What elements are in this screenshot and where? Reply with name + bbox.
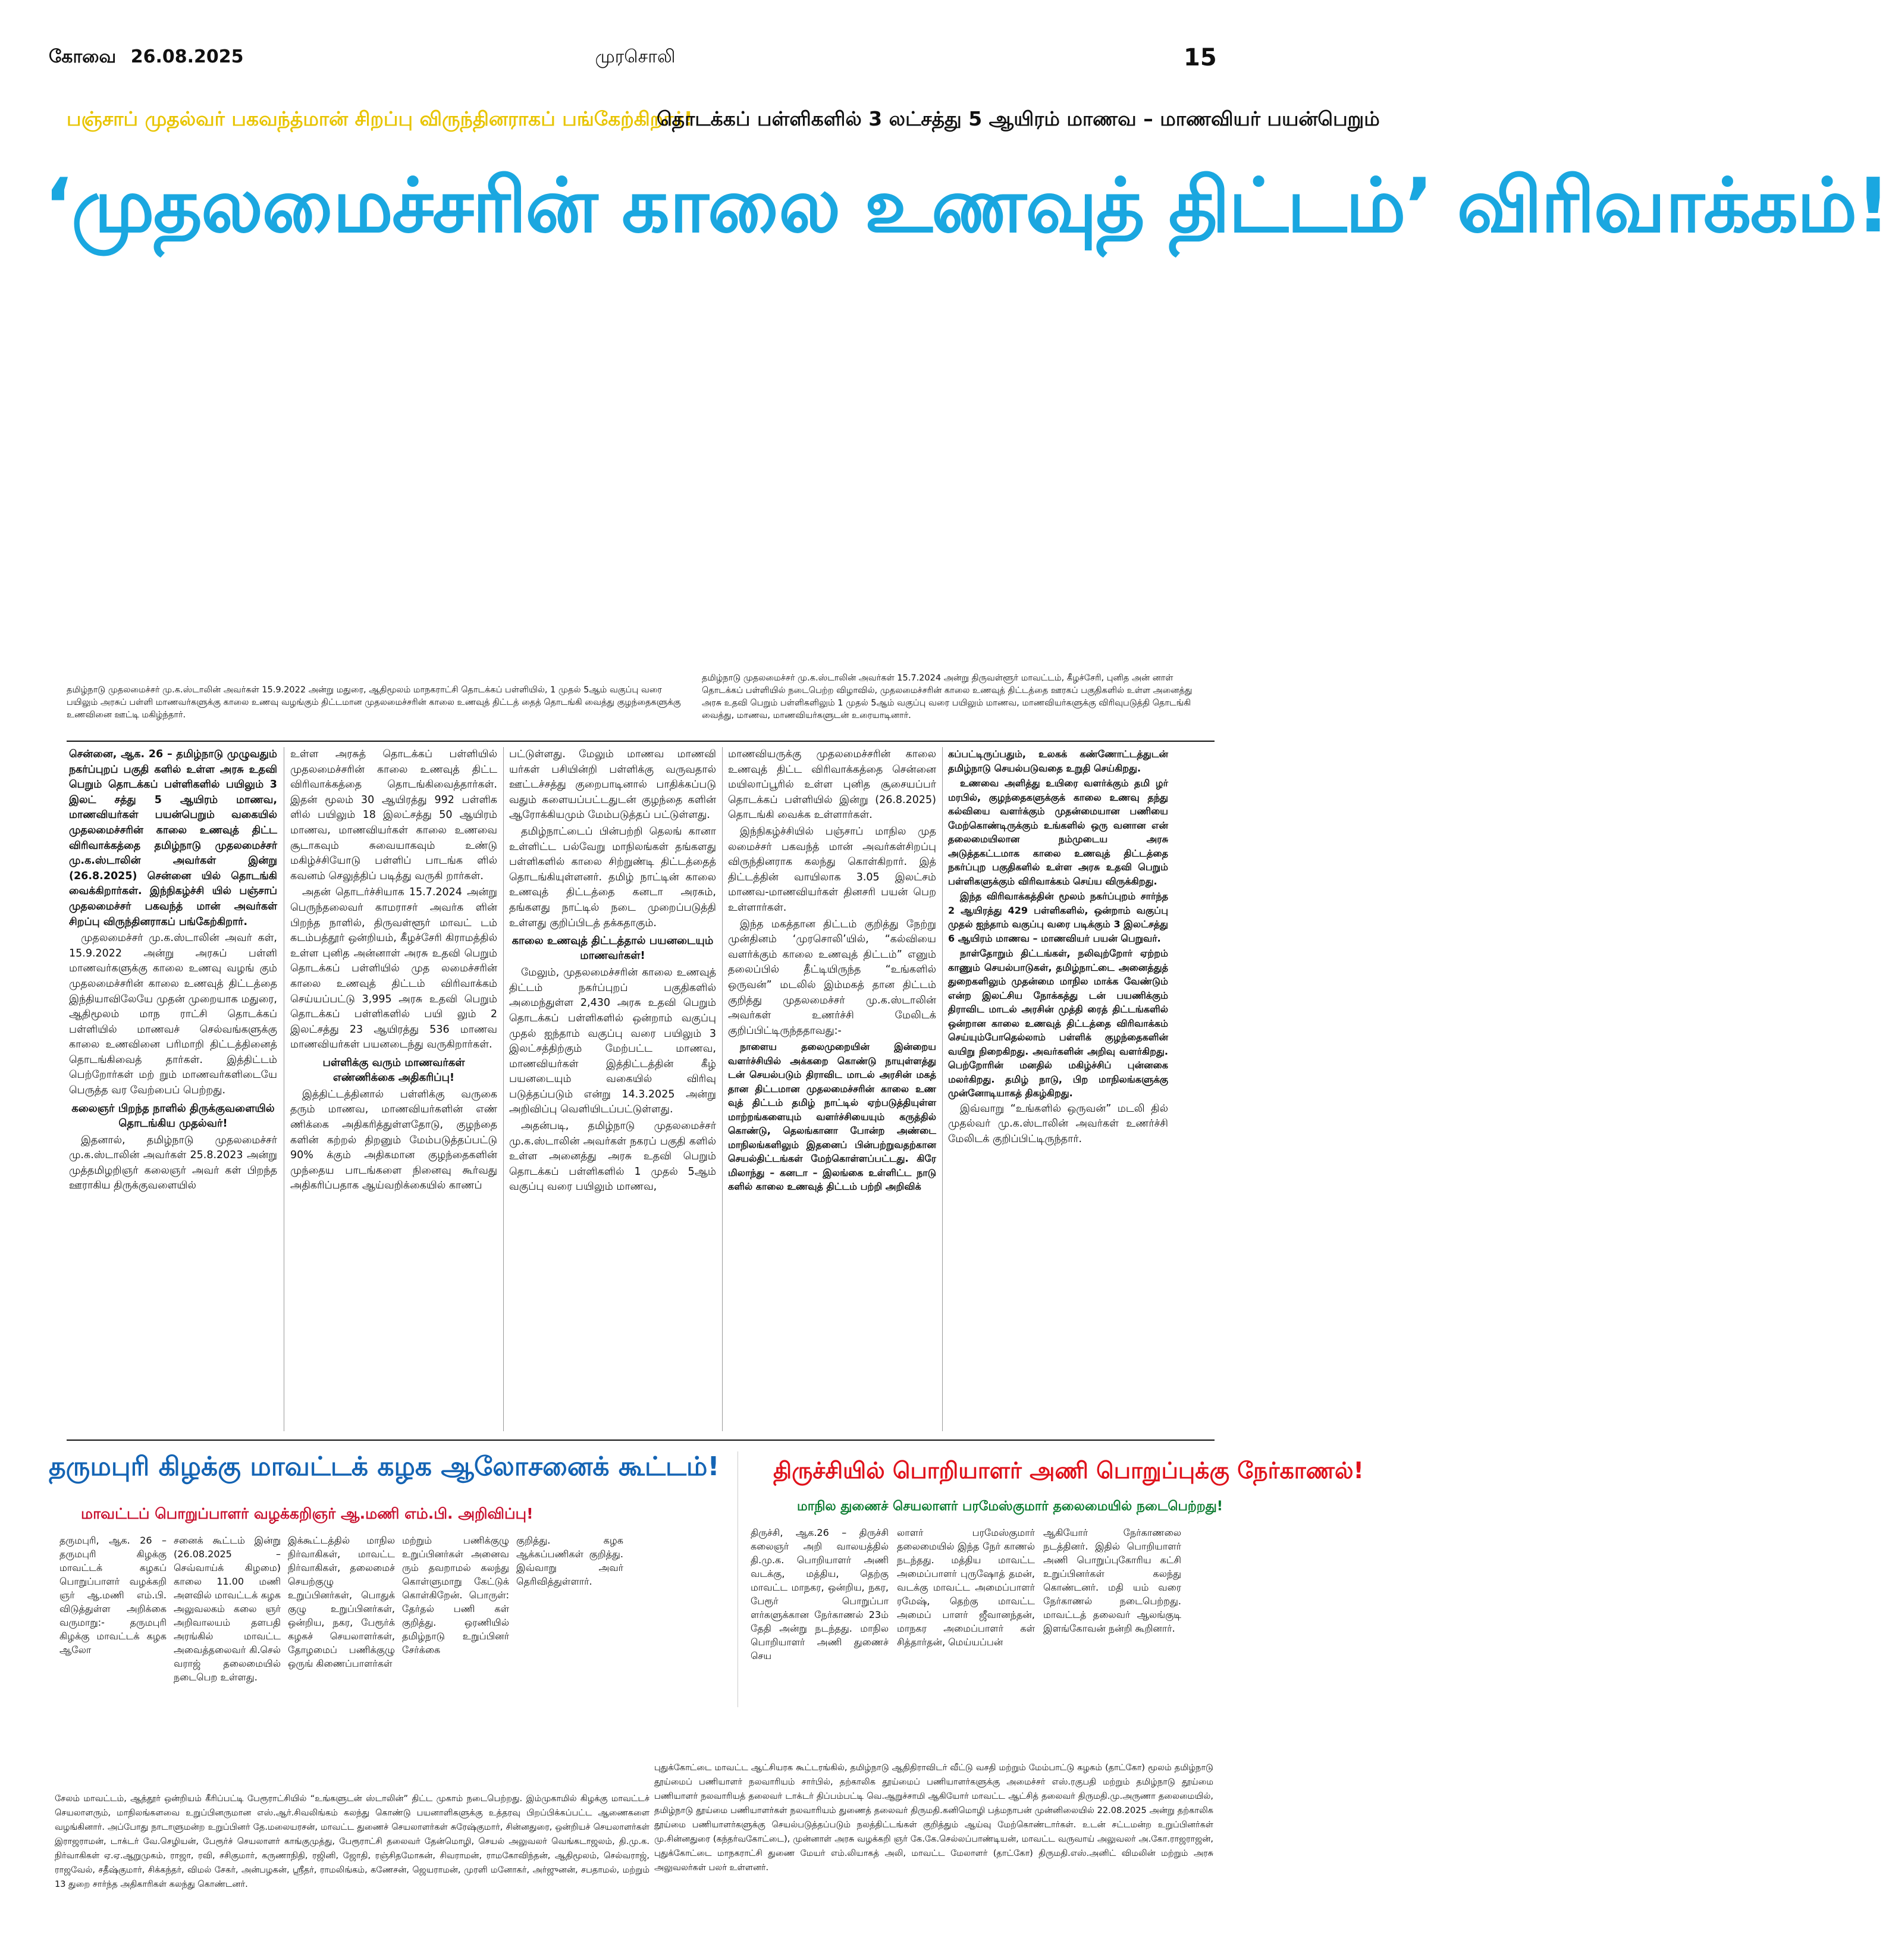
para-5-1: கப்பட்டிருப்பதும், உலகக் கண்ணோட்டத்துடன் தமிழ்நாடு செயல்படுவதை உறுதி செய்கிறது. xyxy=(948,748,1168,774)
article-column-1 xyxy=(69,747,277,1431)
column-divider xyxy=(942,747,943,1431)
para-5-3: இந்த விரிவாக்கத்தின் மூலம் நகர்ப்புறம் சார்ந்த 2 ஆயிரத்து 429 பள்ளிகளில், ஒன்றாம் வகுப்பு முதல் ஐந்தாம் வகுப்பு வரை படிக்கும் 3 இலட்சத்து 6 ஆயிரம் மாணவ – மாணவியர் பயன் பெறுவர். xyxy=(948,890,1168,944)
trichy-subhead: மாநில துணைச் செயலாளர் பரமேஸ்குமார் தலைமையில் நடைபெற்றது! xyxy=(797,1499,1223,1514)
footer-caption-right: புதுக்கோட்டை மாவட்ட ஆட்சியரக கூட்டரங்கில், தமிழ்நாடு ஆதிதிராவிடர் வீட்டு வசதி மற்றும் மேம்பாட்டு கழகம் (தாட்கோ) மூலம் தமிழ்நாடு தூய்மைப் பணியாளர் நலவாரியம் சார்பில், தற்காலிக தூய்மைப் பணியாளர்களுக்கு அமைச்சர் எஸ்.ரகுபதி மற்றும் தமிழ்நாடு தூய்மை பணியாளர் நலவாரியத் தலைவர் டாக்டர் திப்பம்பட்டி வெ.ஆறுச்சாமி ஆகியோர் மாவட்ட ஆட்சித் தலைவர் திருமதி.மு.அருணா தலைமையில், தமிழ்நாடு தூய்மை பணியாளர்கள் நலவாரியம் துணைத் தலைவர் திருமதி.கனிமொழி பத்மநாபன் முன்னிலையில் 22.08.2025 அன்று தற்காலிக தூய்மை பணியாளர்களுக்கு செயல்படுத்தப்படும் நலத்திட்டங்கள் குறித்தும் ஆய்வு மேற்கொண்டார்கள். உடன் சட்டமன்ற உறுப்பினர்கள் மு.சின்னதுரை (கந்தர்வகோட்டை), முன்னாள் அரசு வழக்கறி ஞர் கே.கே.செல்லப்பாண்டியன், மாவட்ட வருவாய் அலுவலர் அ.கோ.ராஜராஜன், புதுக்கோட்டை மாநகராட்சி துணை மேயர் எம்.லியாகத் அலி, மாவட்ட மேலாளர் (தாட்கோ) திருமதி.எஸ்.அனிட் விமலின் மற்றும் அரசு அலுவலர்கள் பலர் உள்ளனர். xyxy=(654,1763,1213,1873)
para-2-1: உள்ள அரசுத் தொடக்கப் பள்ளியில் முதலமைச்சரின் காலை உணவுத் திட்ட விரிவாக்கத்தை தொடங்கிவைத்தார்கள். இதன் மூலம் 30 ஆயிரத்து 992 பள்ளிக ளில் பயிலும் 18 இலட்சத்து 50 ஆயிரம் மாணவ, மாணவியர்கள் காலை உணவை சூடாகவும் சுவையாகவும் உண்டு மகிழ்ச்சியோடு பள்ளிப் பாடங்க ளில் கவனம் செலுத்திப் படித்து வருகி றார்கள். xyxy=(290,748,497,882)
caption-left: தமிழ்நாடு முதலமைச்சர் மு.க.ஸ்டாலின் அவர்கள் 15.9.2022 அன்று மதுரை, ஆதிமூலம் மாநகராட்சி தொடக்கப் பள்ளியில், 1 முதல் 5ஆம் வகுப்பு வரை பயிலும் அரசுப் பள்ளி மாணவர்களுக்கு காலை உணவு வழங்கும் திட்டமான முதலமைச்சரின் காலை உணவுத் திட்டத் தைத் தொடங்கி வைத்து குழந்தைகளுக்கு உணவினை ஊட்டி மகிழ்ந்தார். xyxy=(67,685,681,720)
dharmapuri-headline: தருமபுரி கிழக்கு மாவட்டக் கழக ஆலோசனைக் கூட்டம்! xyxy=(49,1451,720,1482)
kicker-guest: பஞ்சாப் முதல்வர் பகவந்த்மான் சிறப்பு விருந்தினராகப் பங்கேற்கிறார்! xyxy=(67,107,693,130)
dharmapuri-col-4: மற்றும் பணிக்குழு உறுப்பினர்கள் அனைவ ரும் தவறாமல் கலந்து கொள்ளுமாறு கேட்டுக் கொள்கிறேன். பொருள்: தேர்தல் பணி கள் குறித்து. ஒரணியில் தமிழ்நாடு உறுப்பினர் சேர்க்கை xyxy=(402,1535,509,1655)
edition-city: கோவை xyxy=(49,46,117,67)
caption-right: தமிழ்நாடு முதலமைச்சர் மு.க.ஸ்டாலின் அவர்கள் 15.7.2024 அன்று திருவள்ளூர் மாவட்டம், கீழச்சேரி, புனித அன் னாள் தொடக்கப் பள்ளியில் நடைபெற்ற விழாவில், முதலமைச்சரின் காலை உணவுத் திட்டத்தை ஊரகப் பகுதிகளில் உள்ள அனைத்து அரசு உதவி பெறும் பள்ளிகளிலும் 1 முதல் 5ஆம் வகுப்பு வரை பயிலும் மாணவ, மாணவியர்களுக்கு விரிவுபடுத்தி தொடங்கி வைத்து, மாணவ, மாணவியர்களுடன் உரையாடினார். xyxy=(702,673,1193,720)
trichy-headline: திருச்சியில் பொறியாளர் அணி பொறுப்புக்கு நேர்காணல்! xyxy=(773,1457,1364,1484)
para-3-1: பட்டுள்ளது. மேலும் மாணவ மாணவி யர்கள் பசியின்றி பள்ளிக்கு வருவதால் ஊட்டச்சத்து குறைபாடினால் பாதிக்கப்படு வதும் களையப்பட்டதுடன் குழந்தை களின் ஆரோக்கியமும் மேம்படுத்தப் பட்டுள்ளது. xyxy=(509,748,716,821)
para-5-4: நாள்தோறும் திட்டங்கள், நலிவுற்றோர் ஏற்றம் காணும் செயல்பாடுகள், தமிழ்நாட்டை அனைத்துத் துறைகளிலும் முதன்மை மாநில மாக்க வேண்டும் என்ற இலட்சிய நோக்கத்து டன் பயணிக்கும் திராவிட மாடல் அரசின் முத்தி ரைத் திட்டங்களில் ஒன்றான காலை உணவுத் திட்டத்தை விரிவாக்கம் செய்யும்போதெல்லாம் பள்ளிக் குழந்தைகளின் வயிறு நிறைகிறது. அவர்களின் அறிவு வளர்கிறது. பெற்றோரின் மனதில் மகிழ்ச்சிப் புன்னகை மலர்கிறது. தமிழ் நாடு, பிற மாநிலங்களுக்கு முன்னோடியாகத் திகழ்கிறது. xyxy=(948,948,1168,1099)
para-5-2: உணவை அளித்து உயிரை வளர்க்கும் தமி ழர் மரபில், குழந்தைகளுக்குக் காலை உணவு தந்து கல்வியை வளர்க்கும் முதன்மையான பணியை மேற்கொண்டிருக்கும் உங்களில் ஒரு வனான என் தலைமையிலான நம்முடைய அரசு அடுத்தகட்டமாக காலை உணவுத் திட்டத்தை நகர்ப்புற பகுதிகளில் உள்ள அரசு உதவி பெறும் பள்ளிகளுக்கும் விரிவாக்கம் செய்ய விருக்கிறது. xyxy=(948,777,1168,887)
para-3-4: அதன்படி, தமிழ்நாடு முதலமைச்சர் மு.க.ஸ்டாலின் அவர்கள் நகரப் பகுதி களில் உள்ள அனைத்து அரசு உதவி பெறும் தொடக்கப் பள்ளிகளில் 1 முதல் 5ஆம் வகுப்பு வரை பயிலும் மாணவ, xyxy=(509,1120,716,1193)
edition-date: 26.08.2025 xyxy=(130,46,244,67)
kicker-beneficiaries: தொடக்கப் பள்ளிகளில் 3 லட்சத்து 5 ஆயிரம் மாணவ – மாணவியர் பயன்பெறும் xyxy=(657,107,1380,130)
main-headline: ‘முதலமைச்சரின் காலை உணவுத் திட்டம்’ விரிவாக்கம்! xyxy=(44,162,1889,249)
para-1-2: முதலமைச்சர் மு.க.ஸ்டாலின் அவர் கள், 15.9.2022 அன்று அரசுப் பள்ளி மாணவர்களுக்கு காலை உணவு வழங் கும் முதலமைச்சரின் காலை உணவுத் திட்டத்தை இந்தியாவிலேயே முதன் முறையாக மதுரை, ஆதிமூலம் மாந ராட்சி தொடக்கப் பள்ளியில் மாணவச் செல்வங்களுக்கு காலை உணவினை பரிமாறி திட்டத்தினைத் தொடங்கிவைத் தார்கள். இத்திட்டம் பெற்றோர்கள் மற் றும் மாணவர்களிடையே பெருத்த வர வேற்பைப் பெற்றது. xyxy=(69,932,277,1097)
caption-rule xyxy=(67,741,1215,742)
page-number: 15 xyxy=(1184,44,1217,71)
para-2-2: அதன் தொடர்ச்சியாக 15.7.2024 அன்று பெருந்தலைவர் காமராசர் அவர்க ளின் பிறந்த நாளில், திருவள்ளூர் மாவட் டம் கடம்பத்தூர் ஒன்றியம், கீழச்சேரி கிராமத்தில் உள்ள புனித அன்னாள் அரசு உதவி பெறும் தொடக்கப் பள்ளியில் முத லமைச்சரின் காலை உணவுத் திட்டம் விரிவாக்கம் செய்யப்பட்டு 3,995 அரசு உதவி பெறும் தொடக்கப் பள்ளிகளில் பயி லும் 2 இலட்சத்து 23 ஆயிரத்து 536 மாணவ மாணவியர்கள் பயனடைந்து வருகிறார்கள். xyxy=(290,886,497,1051)
photo-kilachery-expansion xyxy=(696,274,1213,666)
subhead-attendance: பள்ளிக்கு வரும் மாணவர்கள் எண்ணிக்கை அதிகரிப்பு! xyxy=(322,1056,465,1084)
dharmapuri-col-1: தருமபுரி, ஆக. 26 – தருமபுரி கிழக்கு மாவட்டக் கழகப் பொறுப்பாளர் வழக்கறி ஞர் ஆ.மணி எம்.பி. விடுத்துள்ள அறிக்கை வருமாறு:- தருமபுரி கிழக்கு மாவட்டக் கழக ஆலோ xyxy=(59,1535,167,1655)
para-5-5: இவ்வாறு “உங்களில் ஒருவன்” மடலி தில் முதல்வர் மு.க.ஸ்டாலின் அவர்கள் உணர்ச்சி மேலிடக் குறிப்பிட்டிருந்தார். xyxy=(948,1102,1168,1145)
para-4-3: இந்த மகத்தான திட்டம் குறித்து நேற்று முன்தினம் ‘முரசொலி’யில், “கல்வியை வளர்க்கும் காலை உணவுத் திட்டம்” எனும் தலைப்பில் தீட்டியிருந்த “உங்களில் ஒருவன்” மடலில் இம்மகத் தான திட்டம் குறித்து முதலமைச்சர் மு.க.ஸ்டாலின் அவர்கள் உணர்ச்சி மேலிடக் குறிப்பிட்டிருந்ததாவது:- xyxy=(728,918,936,1037)
article-column-4 xyxy=(728,747,936,1431)
trichy-col-3: ஆகியோர் நேர்காணலை நடத்தினர். இதில் பொறியாளர் அணி பொறுப்புகோரிய கட்சி உறுப்பினர்கள் கலந்து கொண்டனர். மதி யம் வரை நேர்காணல் நடைபெற்றது. மாவட்டத் தலைவர் ஆலங்குடி இளங்கோவன் நன்றி கூறினார். xyxy=(1043,1527,1181,1634)
para-1-3: இதனால், தமிழ்நாடு முதலமைச்சர் மு.க.ஸ்டாலின் அவர்கள் 25.8.2023 அன்று முத்தமிழறிஞர் கலைஞர் அவர் கள் பிறந்த ஊராகிய திருக்குவளையில் xyxy=(69,1134,277,1192)
subhead-thirukkuvalai: கலைஞர் பிறந்த நாளில் திருக்குவளையில் தொடங்கிய முதல்வர்! xyxy=(71,1102,275,1130)
article-column-5 xyxy=(948,747,1168,1431)
article-column-2 xyxy=(290,747,497,1431)
para-3-2: தமிழ்நாட்டைப் பின்பற்றி தெலங் கானா உள்ளிட்ட பல்வேறு மாநிலங்கள் தங்களது பள்ளிகளில் காலை சிற்றுண்டி திட்டத்தைத் தொடங்கியுள்ளனர். தமிழ் நாட்டின் காலை உணவுத் திட்டத்தை கனடா அரசும், தங்களது நாட்டில் நடை முறைப்படுத்தி உள்ளது குறிப்பிடத் தக்கதாகும். xyxy=(509,825,716,929)
column-divider xyxy=(503,747,504,1431)
subhead-beneficiaries: காலை உணவுத் திட்டத்தால் பயனடையும் மாணவர்கள்! xyxy=(512,934,714,962)
dharmapuri-col-5: குறித்து. கழக ஆக்கப்பணிகள் குறித்து. இவ்வாறு அவர் தெரிவித்துள்ளார். xyxy=(516,1535,623,1587)
trichy-col-1: திருச்சி, ஆக.26 – திருச்சி கலைஞர் அறி வாலயத்தில் தி.மு.க. பொறியாளர் அணி வடக்கு, மத்திய, தெற்கு மாவட்ட மாநகர, ஒன்றிய, நகர, பேரூர் பொறுப்பா ளர்களுக்கான நேர்காணல் 23ம் தேதி அன்று நடந்தது. மாநில பொறியாளர் அணி துணைச் செய xyxy=(751,1527,889,1661)
paper-name: முரசொலி xyxy=(595,46,676,67)
article-column-3 xyxy=(509,747,716,1431)
dharmapuri-col-3: இக்கூட்டத்தில் மாநில நிர்வாகிகள், மாவட்ட நிர்வாகிகள், தலைமைச் செயற்குழு உறுப்பினர்கள், பொதுக் குழு உறுப்பினர்கள், ஒன்றிய, நகர, பேரூர்க் கழகச் செயலாளர்கள், தோழமைப் பணிக்குழு ஒருங் கிணைப்பாளர்கள் xyxy=(288,1535,395,1669)
para-3-3: மேலும், முதலமைச்சரின் காலை உணவுத் திட்டம் நகர்ப்புறப் பகுதிகளில் அமைந்துள்ள 2,430 அரசு உதவி பெறும் தொடக்கப் பள்ளிகளில் ஒன்றாம் வகுப்பு முதல் ஐந்தாம் வகுப்பு வரை பயிலும் 3 இலட்சத்திற்கும் மேற்பட்ட மாணவ, மாணவியர்கள் இத்திட்டத்தின் கீழ் பயனடையும் வகையில் விரிவு படுத்தப்படும் என்று 14.3.2025 அன்று அறிவிப்பு வெளியிடப்பட்டுள்ளது. xyxy=(509,967,716,1116)
footer-caption-left: சேலம் மாவட்டம், ஆத்தூர் ஒன்றியம் கீரிப்பட்டி பேரூராட்சியில் “உங்களுடன் ஸ்டாலின்” திட்ட முகாம் நடைபெற்றது. இம்முகாமில் கிழக்கு மாவட்டச் செயலாளரும், மாநிலங்களவை உறுப்பினருமான எஸ்.ஆர்.சிவலிங்கம் கலந்து கொண்டு பயனாளிகளுக்கு உத்தரவு பிறப்பிக்கப்பட்ட ஆணைகளை வழங்கினார். அப்போது நாடாளுமன்ற உறுப்பினர் தே.மலையரசன், மாவட்ட துணைச் செயலாளர்கள் சுரேஷ்குமார், சின்னதுரை, ஒன்றியச் செயலாளர்கள் இராஜராமன், டாக்டர் வே.செழியன், பேரூர்ச் செயலாளர் காங்குமுத்து, பேரூராட்சி தலைவர் தேன்மொழி, செயல் அலுவலர் வெங்கடாஜலம், தி.மு.க. நிர்வாகிகள் ஏ.ஏ.ஆறுமுகம், ராஜா, ரவி, சசிகுமார், கருணாநிதி, ரஜினி, ஜோதி, ரஞ்சிதமோகன், சிவராமன், ராமகோவிந்தன், ஆதிமூலம், செல்வராஜ், ராஜவேல், சதீஷ்குமார், சிக்கந்தர், விமல் சேகர், அன்பழகன், ஸ்ரீதர், ராமலிங்கம், கணேசன், ஜெயராமன், முரளி மனோகர், அர்ஜுனன், சபதாமல், மற்றும் 13 துறை சார்ந்த அதிகாரிகள் கலந்து கொண்டனர். xyxy=(55,1794,649,1889)
para-4-4: நாளைய தலைமுறையின் இன்றைய வளர்ச்சியில் அக்கறை கொண்டு நாயுள்ளத்து டன் செயல்படும் திராவிட மாடல் அரசின் மகத் தான திட்டமான முதலமைச்சரின் காலை உண வுத் திட்டம் தமிழ் நாட்டில் ஏற்படுத்தியுள்ள மாற்றங்களையும் வளர்ச்சியையும் கருத்தில் கொண்டு, தெலங்கானா போன்ற அண்டை மாநிலங்களிலும் இதனைப் பின்பற்றுவதற்கான செயல்திட்டங்கள் மேற்கொள்ளப்பட்டது. கிரே மிலாந்து – கனடா – இலங்கை உள்ளிட்ட நாடு களில் காலை உணவுத் திட்டம் பற்றி அறிவிக் xyxy=(728,1041,936,1193)
para-4-2: இந்நிகழ்ச்சியில் பஞ்சாப் மாநில முத லமைச்சர் பகவந்த் மான் அவர்கள்சிறப்பு விருந்தினராக கலந்து கொள்கிறார். இத் திட்டத்தின் வாயிலாக 3.05 இலட்சம் மாணவ-மாணவியர்கள் தினசரி பயன் பெற உள்ளார்கள். xyxy=(728,825,936,914)
para-2-3: இத்திட்டத்தினால் பள்ளிக்கு வருகை தரும் மாணவ, மாணவியர்களின் எண் ணிக்கை அதிகரித்துள்ளதோடு, குழந்தை களின் கற்றல் திறனும் மேம்படுத்தப்பட்டு 90% க்கும் அதிகமான குழந்தைகளின் முந்தைய பாடங்களை நினைவு கூர்வது அதிகரிப்பதாக ஆய்வறிக்கையில் காணப் xyxy=(290,1088,497,1192)
section-rule xyxy=(67,1440,1215,1441)
para-1-1: சென்னை, ஆக. 26 – தமிழ்நாடு முழுவதும் நகர்ப்புறப் பகுதி களில் உள்ள அரசு உதவி பெறும் தொடக்கப் பள்ளிகளில் பயிலும் 3 இலட் சத்து 5 ஆயிரம் மாணவ, மாணவியர்கள் பயன்பெறும் வகையில் முதலமைச்சரின் காலை உணவுத் திட்ட விரிவாக்கத்தை தமிழ்நாடு முதலமைச்சர் மு.க.ஸ்டாலின் அவர்கள் இன்று (26.8.2025) சென்னை யில் தொடங்கி வைக்கிறார்கள். இந்நிகழ்ச்சி யில் பஞ்சாப் முதலமைச்சர் பகவந்த் மான் அவர்கள் சிறப்பு விருந்தினராகப் பங்கேற்கிறார். xyxy=(69,748,277,928)
para-4-1: மாணவியருக்கு முதலமைச்சரின் காலை உணவுத் திட்ட விரிவாக்கத்தை சென்னை மயிலாப்பூரில் உள்ள புனித சூசையப்பர் தொடக்கப் பள்ளியில் இன்று (26.8.2025) தொடங்கி வைக்க உள்ளார்கள். xyxy=(728,748,936,821)
dharmapuri-col-2: சனைக் கூட்டம் இன்று (26.08.2025 – செவ்வாய்க் கிழமை) காலை 11.00 மணி அளவில் மாவட்டக் கழக அலுவலகம் கலை ஞர் அறிவாலயம் தளபதி அரங்கில் மாவட்ட அவைத்தலைவர் கி.செல் வராஜ் தலைமையில் நடைபெற உள்ளது. xyxy=(174,1535,281,1683)
photo-salem-camp xyxy=(49,1713,649,1785)
dharmapuri-subhead: மாவட்டப் பொறுப்பாளர் வழக்கறிஞர் ஆ.மணி எம்.பி. அறிவிப்பு! xyxy=(81,1505,534,1522)
column-divider xyxy=(722,747,723,1431)
trichy-col-2: லாளர் பரமேஸ்குமார் தலைமையில் இந்த நேர் காணல் நடந்தது. மத்திய மாவட்ட அமைப்பாளர் புருஷோத் தமன், வடக்கு மாவட்ட அமைப்பாளர் ரமேஷ், தெற்கு மாவட்ட அமைப் பாளர் ஜீவானந்தன், மாநகர அமைப்பாளர் கள் சித்தார்தன், மெய்யப்பன் xyxy=(897,1527,1035,1648)
photo-madurai-launch xyxy=(67,274,685,666)
